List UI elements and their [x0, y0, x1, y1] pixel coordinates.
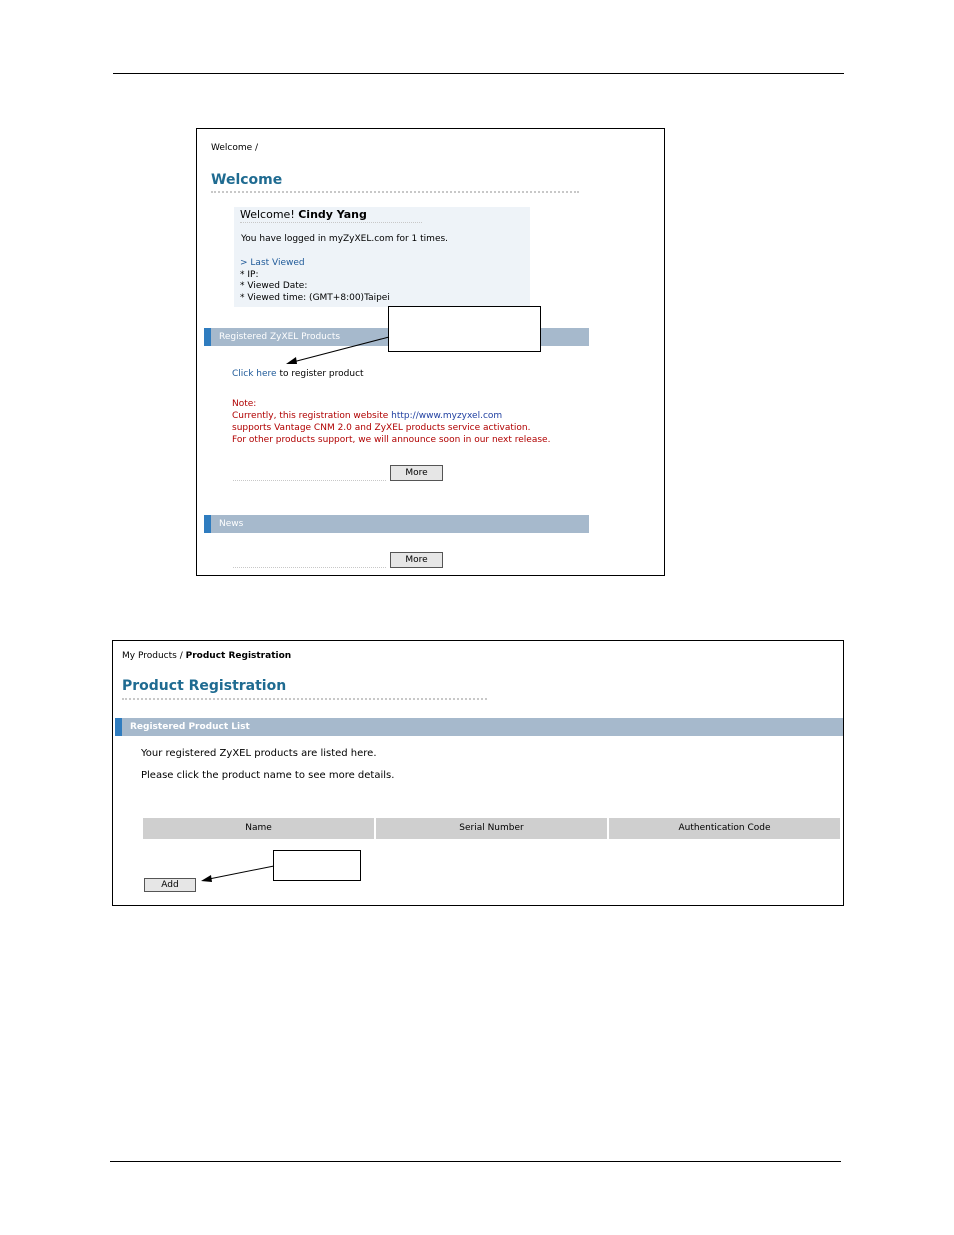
footer-rule [110, 1161, 841, 1162]
column-serial-number[interactable]: Serial Number [376, 818, 607, 839]
note-line-3: For other products support, we will announce soon in our next release. [232, 435, 551, 445]
greeting-prefix: Welcome! [240, 208, 295, 221]
page-title: Product Registration [122, 678, 287, 694]
viewed-time-label: * Viewed time: (GMT+8:00)Taipei [240, 293, 390, 303]
list-hint: Please click the product name to see more details. [141, 770, 395, 781]
click-here-link[interactable]: Click here [232, 369, 277, 379]
section-title: Registered Product List [130, 722, 250, 732]
more-button-news[interactable]: More [390, 552, 443, 568]
section-title: Registered ZyXEL Products [219, 332, 341, 342]
note-label: Note: [232, 399, 257, 409]
more-button-registered[interactable]: More [390, 465, 443, 481]
login-count-text: You have logged in myZyXEL.com for 1 times. [241, 234, 449, 244]
product-registration-screenshot [112, 640, 844, 906]
ip-label: * IP: [240, 270, 259, 280]
note-url-link[interactable]: http://www.myzyxel.com [391, 411, 503, 421]
note-line-1-text: Currently, this registration website [232, 411, 389, 421]
breadcrumb[interactable]: Welcome / [211, 143, 259, 153]
welcome-screenshot [196, 128, 665, 576]
add-button[interactable]: Add [144, 878, 196, 892]
register-text: to register product [279, 369, 364, 379]
column-name[interactable]: Name [143, 818, 374, 839]
breadcrumb-my-products[interactable]: My Products [122, 651, 177, 661]
column-authentication-code[interactable]: Authentication Code [609, 818, 840, 839]
callout-arrow-register [197, 129, 665, 576]
callout-arrow-line [209, 866, 274, 879]
news-title: News [219, 519, 244, 529]
header-rule [113, 73, 844, 74]
list-description: Your registered ZyXEL products are listed here. [141, 748, 377, 759]
user-name: Cindy Yang [298, 208, 367, 221]
callout-arrow-add [113, 641, 844, 906]
callout-arrow-line [293, 337, 389, 362]
callout-arrowhead [201, 875, 212, 882]
breadcrumb-separator: / [179, 651, 183, 661]
last-viewed-link[interactable]: Last Viewed [250, 258, 305, 268]
callout-arrowhead [286, 357, 297, 364]
page-title: Welcome [211, 172, 283, 188]
note-line-2: supports Vantage CNM 2.0 and ZyXEL products service activation. [232, 423, 531, 433]
chevron-right-icon: > [240, 258, 248, 268]
breadcrumb-current: Product Registration [185, 651, 292, 661]
viewed-date-label: * Viewed Date: [240, 281, 308, 291]
